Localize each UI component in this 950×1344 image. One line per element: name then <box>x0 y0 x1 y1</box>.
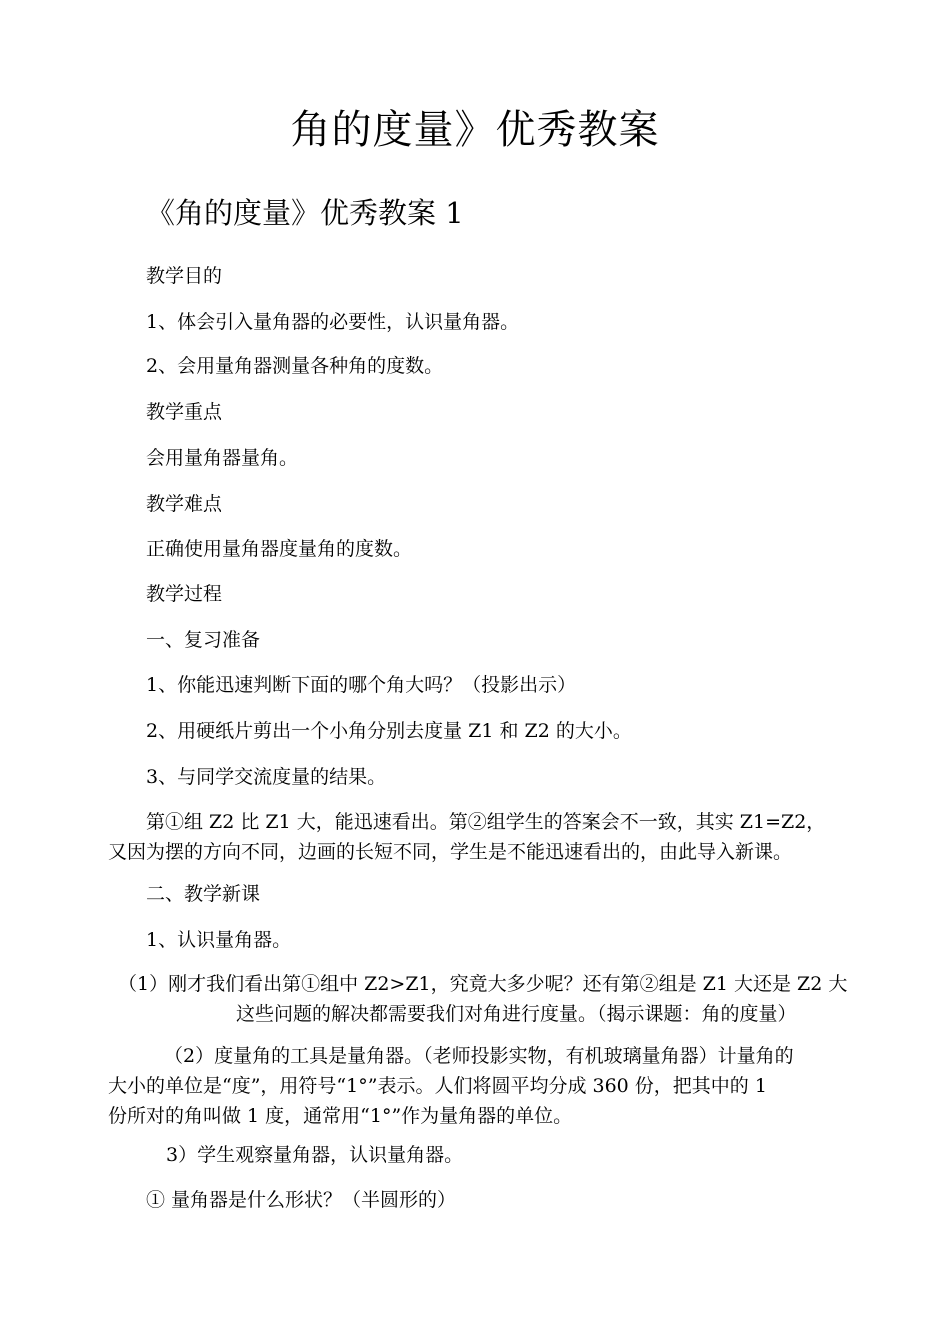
paragraph-protractor-unit <box>108 1041 838 1131</box>
new-lesson-item-1: 1、认识量角器。 <box>146 929 292 951</box>
heading-new-lesson: 二、教学新课 <box>146 883 261 905</box>
review-item-1: 1、你能迅速判断下面的哪个角大吗？（投影出示） <box>146 674 577 696</box>
key-point-text: 会用量角器量角。 <box>146 447 299 469</box>
paragraph-line: （1）刚才我们看出第①组中 Z2>Z1，究竟大多少呢？还有第②组是 Z1 大还是 Z2 大 <box>118 973 848 995</box>
paragraph-line: 第①组 Z2 比 Z1 大，能迅速看出。第②组学生的答案会不一致，其实 Z1=Z2， <box>146 811 826 833</box>
observe-protractor: 3）学生观察量角器，认识量角器。 <box>166 1144 464 1166</box>
heading-review: 一、复习准备 <box>146 629 261 651</box>
heading-difficulty: 教学难点 <box>146 493 223 515</box>
document-title: 角的度量》优秀教案 <box>290 107 660 153</box>
heading-key-point: 教学重点 <box>146 401 223 423</box>
review-item-2: 2、用硬纸片剪出一个小角分别去度量 Z1 和 Z2 的大小。 <box>146 720 632 742</box>
paragraph-question <box>118 969 848 1029</box>
protractor-shape-question: ① 量角器是什么形状？（半圆形的） <box>146 1189 457 1211</box>
heading-teaching-goal: 教学目的 <box>146 265 223 287</box>
paragraph-line: 份所对的角叫做 1 度，通常用“1°”作为量角器的单位。 <box>108 1105 573 1127</box>
paragraph-line: 大小的单位是“度”，用符号“1°”表示。人们将圆平均分成 360 份，把其中的 1 <box>108 1075 767 1097</box>
review-item-3: 3、与同学交流度量的结果。 <box>146 766 387 788</box>
difficulty-text: 正确使用量角器度量角的度数。 <box>146 538 413 560</box>
paragraph-line: 这些问题的解决都需要我们对角进行度量。（揭示课题：角的度量） <box>236 1003 797 1025</box>
goal-item-2: 2、会用量角器测量各种角的度数。 <box>146 355 444 377</box>
goal-item-1: 1、体会引入量角器的必要性，认识量角器。 <box>146 311 520 333</box>
section-heading: 《角的度量》优秀教案 1 <box>146 196 464 230</box>
paragraph-line: （2）度量角的工具是量角器。（老师投影实物，有机玻璃量角器）计量角的 <box>164 1045 794 1067</box>
heading-process: 教学过程 <box>146 583 223 605</box>
paragraph-comparison <box>108 807 838 867</box>
paragraph-line: 又因为摆的方向不同，边画的长短不同，学生是不能迅速看出的，由此导入新课。 <box>108 841 793 863</box>
